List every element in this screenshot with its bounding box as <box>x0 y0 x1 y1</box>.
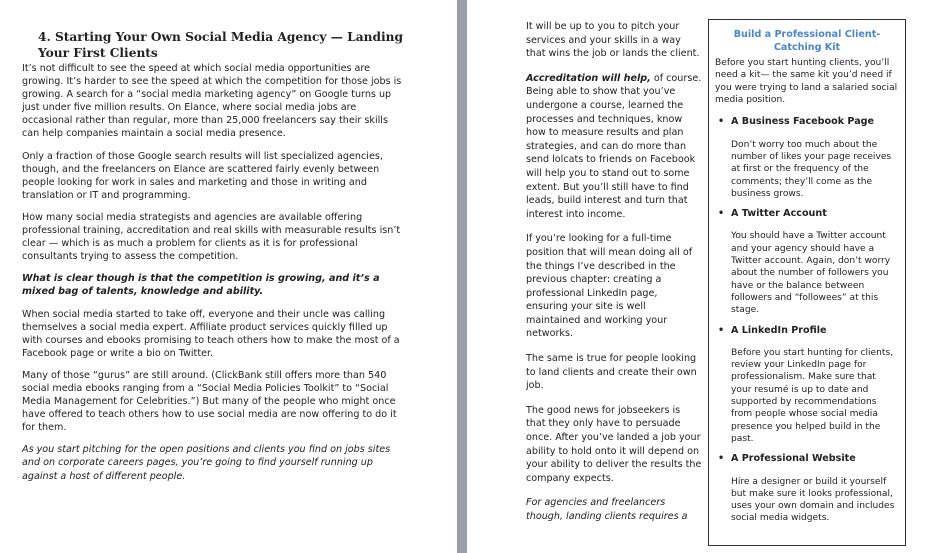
bullet-body: Hire a designer or build it yourself but make sure it looks professional, uses your own domain and includes social media widgets. <box>731 476 895 524</box>
middle-column <box>526 20 702 535</box>
italic-paragraph: As you start pitching for the open positions and clients you find on jobs sites and on corporate careers pages, you’re going to find yourself running up against a host of different people. <box>22 444 391 482</box>
bullet-heading: • A Business Facebook Page <box>718 116 875 128</box>
bullet-heading: • A LinkedIn Profile <box>718 324 827 336</box>
right-page <box>467 0 926 553</box>
italic-paragraph: For agencies and freelancers though, landing clients requires a <box>526 497 688 522</box>
bullet-heading: • A Twitter Account <box>718 208 827 220</box>
accreditation-lead: Accreditation will help, <box>526 72 651 84</box>
paragraph: It’s not difficult to see the speed at which social media opportunities are growing. It’s harder to see the speed at which the competition for those jobs is growing. A search for a “social media marketing agency” on Google turns up just under five million results. On Elance, where social media jobs are occasional rather than regular, more than 25,000 freelancers say their skills can help companies maintain a social media presence. <box>22 63 402 140</box>
paragraph: The same is true for people looking to land clients and create their own job. <box>526 353 697 392</box>
paragraph: When social media started to take off, everyone and their uncle was calling themselves a social media expert. Affiliate product services quickly filled up with courses and ebooks promising to teach others how to make the most of a Facebook page or write a bio on Twitter. <box>22 308 400 359</box>
paragraph: It will be up to you to pitch your services and your skills in a way that wins the job or lands the client. <box>526 21 700 60</box>
bullet-icon: • <box>718 453 725 465</box>
paragraph: Only a fraction of those Google search results will list specialized agencies, though, and the freelancers on Elance are scattered fairly evenly between people looking for work in sales and marketing and those in writing and translation or IT and programming. <box>22 150 383 201</box>
sidebar-intro: Before you start hunting clients, you’ll need a kit— the same kit you’d need if you were trying to land a salaried social media position. <box>715 58 898 106</box>
bullet-icon: • <box>718 116 725 128</box>
sidebar-box <box>708 19 906 546</box>
paragraph <box>526 72 702 222</box>
bullet-icon: • <box>718 208 725 220</box>
bullet-body: Before you start hunting for clients, review your LinkedIn page for professionalism. Make sure that your resumé is up to date and supported by recommendations from people whose social media presence you helped build in the past. <box>731 347 894 444</box>
page-gutter <box>457 0 467 553</box>
paragraph: The good news for jobseekers is that they only have to persuade once. After you’ve landed a job your ability to hold onto it will depend on your ability to deliver the results the company expects. <box>526 404 702 484</box>
bullet-body: You should have a Twitter account and your agency should have a Twitter account. Again, don’t worry about the number of followers you have or the balance between followers and “followees” at this stage. <box>731 231 891 316</box>
left-column <box>22 0 404 492</box>
bullet-heading: • A Professional Website <box>718 453 856 465</box>
paragraph-text: of course. Being able to show that you’ve undergone a course, learned the processes and techniques, know how to measure results and plan strategies, and can do more than send lolcats to friends on Facebook will help you to stand out to some extent. But you’ll still have to find leads, build interest and turn that interest into income. <box>526 72 702 220</box>
emphasis-paragraph: What is clear though is that the competition is growing, and it’s a mixed bag of talents, knowledge and ability. <box>22 273 380 298</box>
paragraph: How many social media strategists and agencies are available offering professional training, accreditation and real skills with measurable results isn’t clear — which is as much a problem for clients as it is for professional consultants trying to assess the competition. <box>22 211 401 263</box>
sidebar-title: Build a Professional Client-Catching Kit <box>733 29 881 53</box>
paragraph: If you’re looking for a full-time position that will mean doing all of the things I’ve described in the previous chapter: creating a professional LinkedIn page, ensuring your site is well maintained and working your networks. <box>526 233 693 340</box>
chapter-heading: 4. Starting Your Own Social Media Agency — Landing Your First Clients <box>38 30 404 60</box>
left-page <box>0 0 457 553</box>
paragraph: Many of those “gurus” are still around. (ClickBank still offers more than 540 social media ebooks ranging from a “Social Media Policies Toolkit” to “Social Media Management for Celebrities.”) But many of the people who might once have offered to teach others how to use social media are now offering to do it for them. <box>22 369 397 434</box>
bullet-icon: • <box>718 324 725 336</box>
bullet-body: Don’t worry too much about the number of likes your page receives at first or the frequency of the comments; they’ll come as the business grows. <box>731 139 892 199</box>
